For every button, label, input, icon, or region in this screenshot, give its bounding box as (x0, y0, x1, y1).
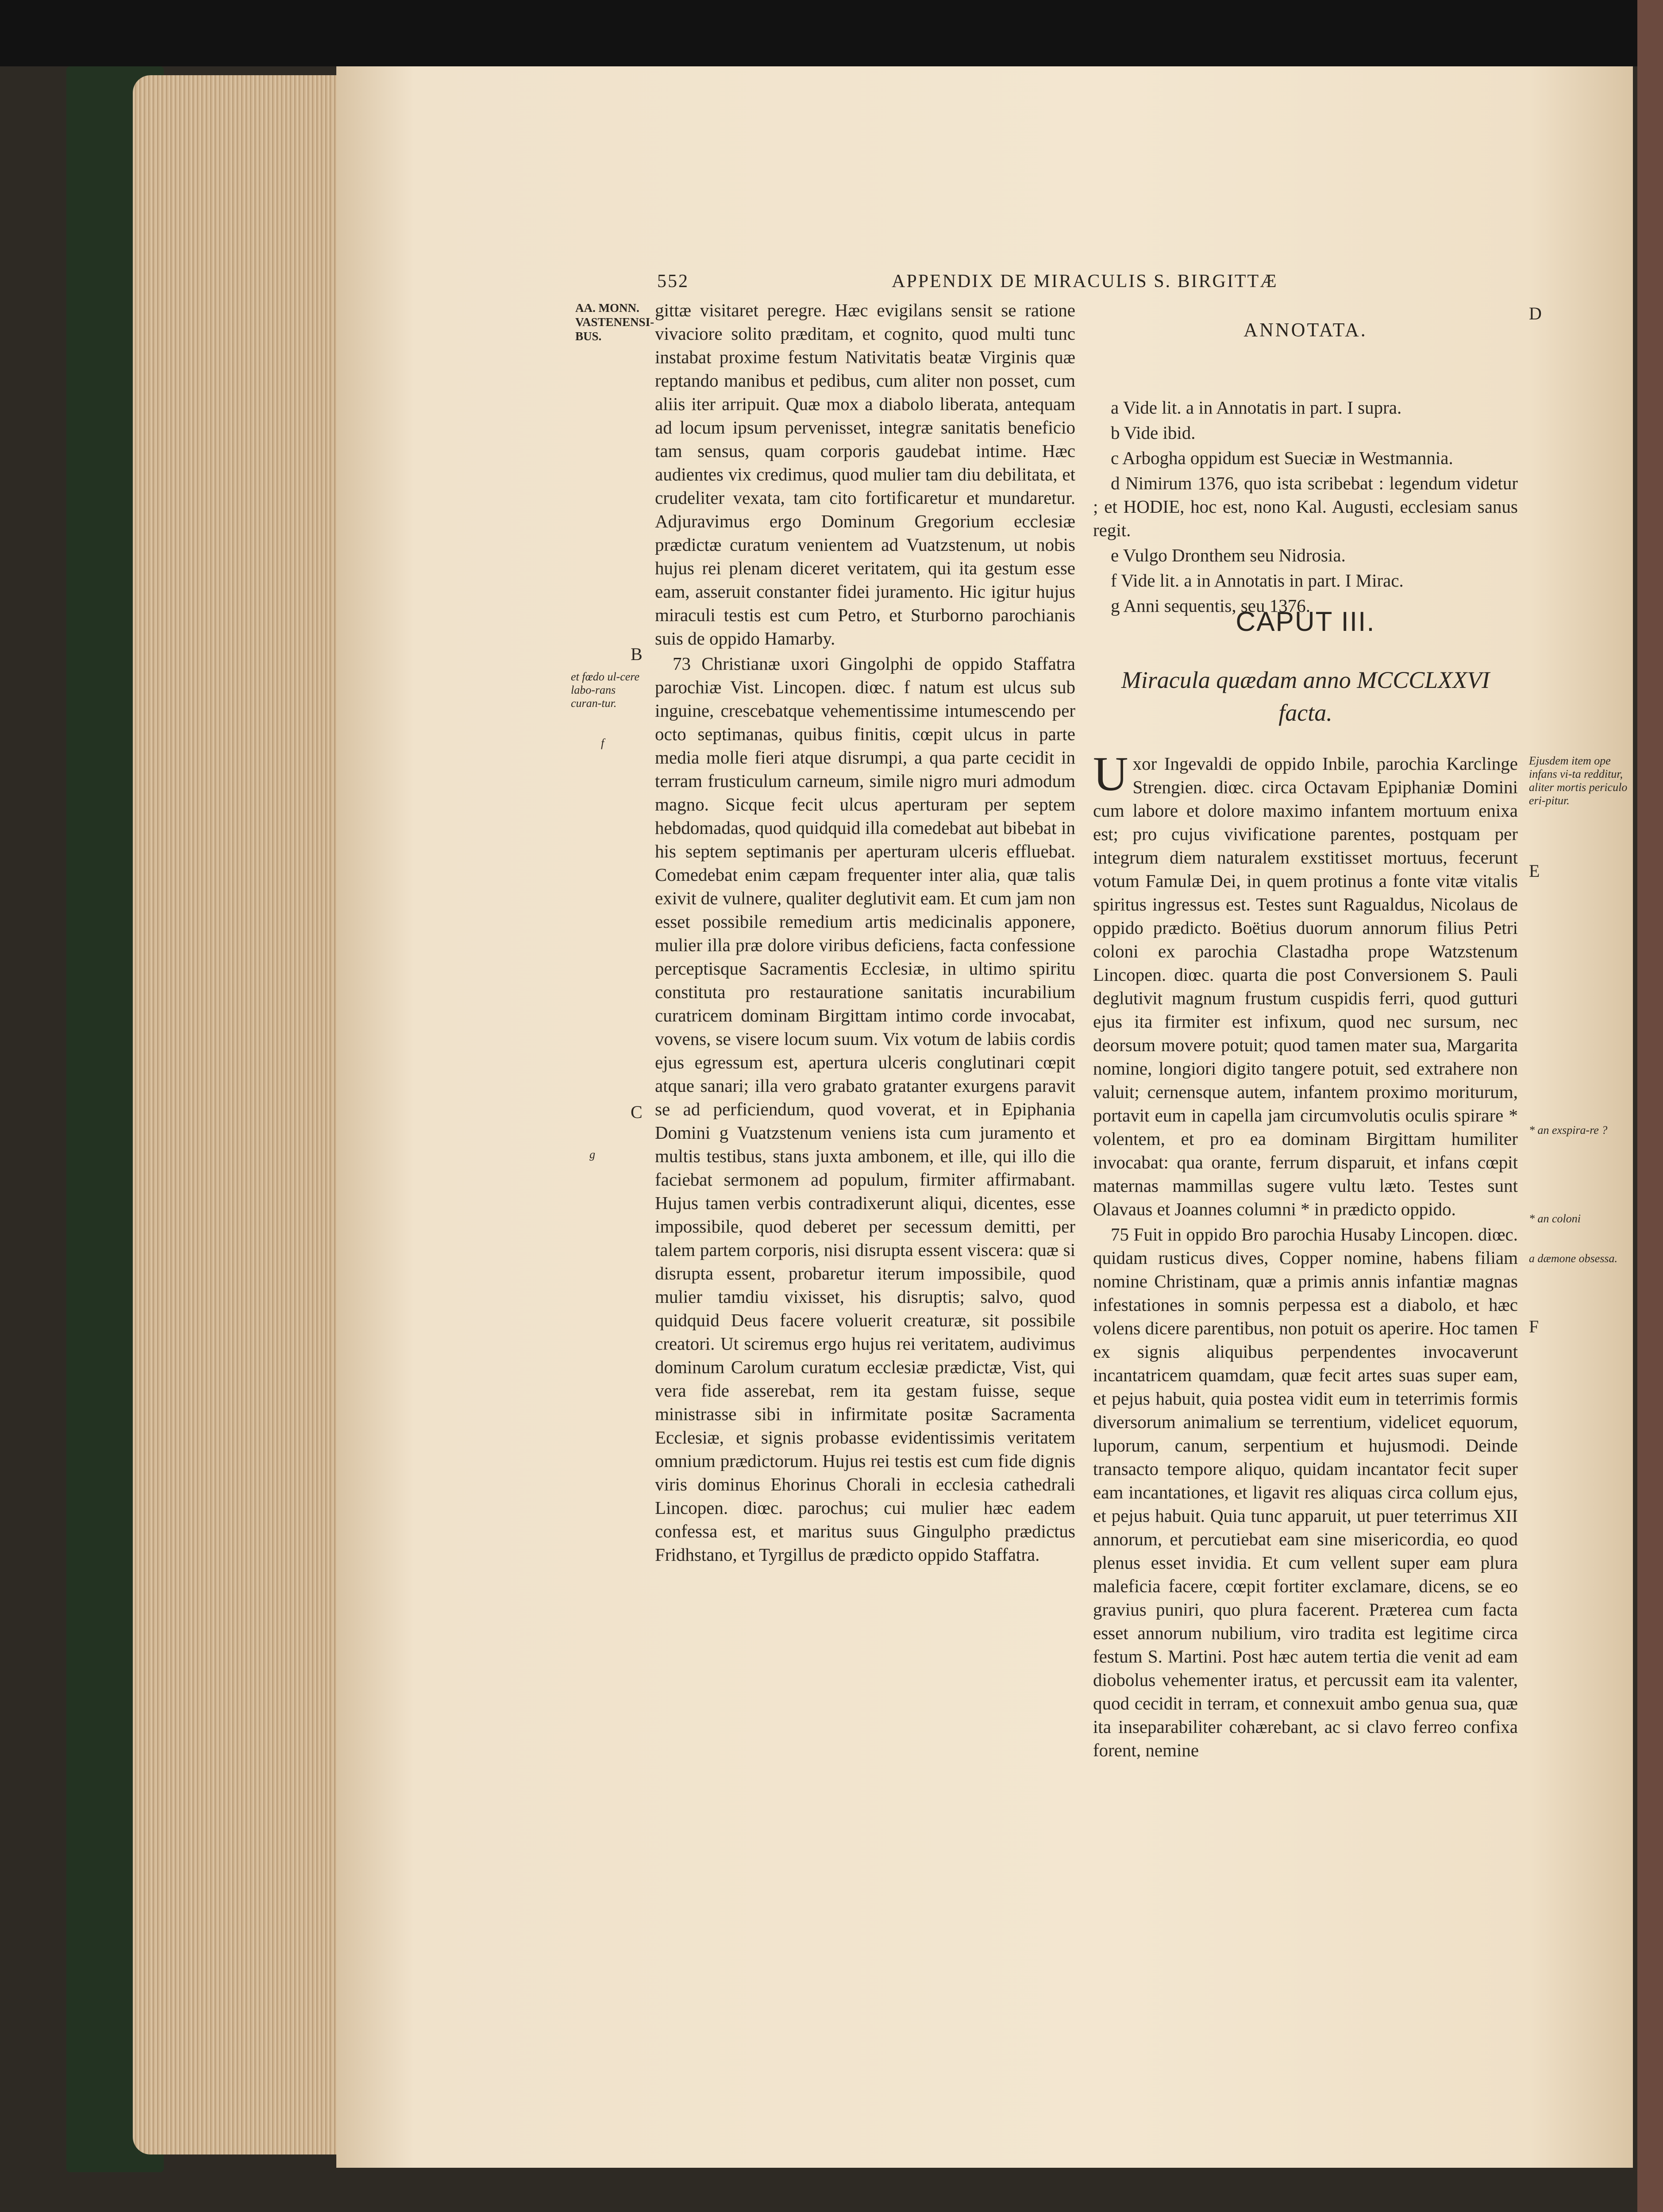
page-block-edges (133, 75, 363, 2154)
running-title: APPENDIX DE MIRACULIS S. BIRGITTÆ (892, 271, 1278, 292)
margin-letter-f: F (1529, 1317, 1539, 1336)
caput-subtitle: Miracula quædam anno MCCCLXXVI facta. (1121, 667, 1490, 726)
right-paragraph-1: xor Ingevaldi de oppido Inbile, parochia Karclinge Strengien. diœc. circa Octavam Epiphaniæ Domini cum labore et dolore maximo infantem mortuum enixa est; pro cujus vivificatione parentes, postquam per integrum diem naturalem exstitisset mortuus, fecerunt votum Famulæ Dei, in quem protinus a fonte vitæ vitalis spiritus ingressus est. Testes sunt Ragualdus, Nicolaus de oppido prædicto. Boëtius duorum annorum filius Petri coloni ex parochia Clastadha prope Watzstenum Lincopen. diœc. quarta die post Conversionem S. Pauli deglutivit magnum frustum cuspidis ferri, quod gutturi ejus ita firmiter est infixum, quod nec sursum, nec deorsum movere potuit; quod tamen mater sua, Margarita nomine, longiori digito tangere potuit, sed extrahere non valuit; cernensque autem, infantem proximo moriturum, portavit eum in capella jam circumvolutis oculis spirare * volentem, et pro ea dominam Birgittam humiliter invocabat: qua orante, ferrum disparuit, et infans cœpit maternas mammillas sugere vultu læto. Testes sunt Olavaus et Joannes columni * in prædicto oppido. (1093, 753, 1518, 1219)
margin-note-daemone: a dæmone obsessa. (1529, 1252, 1618, 1265)
annotata-title: ANNOTATA. (1243, 319, 1367, 341)
caput-heading: CAPUT III. (1236, 607, 1375, 637)
left-paragraph-73: 73 Christianæ uxori Gingolphi de oppido Staffatra parochiæ Vist. Lincopen. diœc. f natum est ulcus sub inguine, crescebatque vehementissime intumescendo per octo septimanas, quibus finitis, cœpit ulcus in parte media molle fieri atque disrumpi, a qua parte cecidit in terram frusticulum carneum, simile nigro muri admodum magno. Sicque fecit ulcus aperturam per septem hebdomadas, quod quidquid illa comedebat aut bibebat in his septem septimanis per aperturam ulceris effluebat. Comedebat enim cæpam frequenter inter alia, quæ talis exivit de vulnere, qualiter deglutivit eam. Et cum jam non esset possibile remedium artis medicinalis apponere, mulier illa præ dolore viribus deficiens, facta confessione perceptisque Sacramentis Ecclesiæ, in ultimo spiritu constituta pro restauratione sanitatis incurabilium curatricem dominam Birgittam intimo corde invocabat, vovens, se visere locum suum. Vix votum de labiis cordis ejus egressum est, apertura ulceris conglutinari cœpit atque sanari; illa vero grabato gratanter exurgens paravit se ad perficiendum, quod voverat, et in Epiphania Domini g Vuatzstenum veniens ista cum juramento et multis testibus, stans juxta ambonem, et ille, qui illo die faciebat sermonem ad populum, firmiter affirmabant. Hujus tamen verbis contradixerunt aliqui, dicentes, esse impossibile, quod deberet per secessum demitti, per talem partem corporis, nisi disrupta essent viscera: quæ si disrupta essent, probaretur iterum impossibile, quod mulier tamdiu vixisset, his disruptis; salvo, quod quidquid Deus facere voluerit creaturæ, sit possibile creatori. Ut sciremus ergo hujus rei veritatem, audivimus dominum Carolum curatum ecclesiæ prædictæ, Vist, qui vera fide asserebat, rem ita gestam fuisse, seque ministrasse sibi in infirmitate positæ Sacramenta Ecclesiæ, et signis probasse evidentissimis veritatem omnium prædictorum. Hujus rei testis est cum fide dignis viris dominus Ehorinus Chorali in ecclesia cathedrali Lincopen. diœc. parochus; cui mulier hæc eadem confessa est, et maritus suus Gingulpho prædictus Fridhstano, et Tyrgillus de prædicto oppido Staffatra. (655, 653, 1075, 1565)
left-column (655, 299, 1075, 1568)
right-column-body (1093, 747, 1518, 1764)
margin-note-exspirare: * an exspira-re ? (1529, 1124, 1608, 1137)
annotata-item-e: e Vulgo Dronthem seu Nidrosia. (1111, 545, 1346, 565)
margin-letter-c: C (631, 1102, 643, 1122)
margin-note-coloni: * an coloni (1529, 1212, 1581, 1225)
annotata-item-b: b Vide ibid. (1111, 422, 1196, 443)
margin-note-g: g (589, 1148, 595, 1161)
page-number: 552 (657, 271, 689, 292)
annotata-item-a: a Vide lit. a in Annotatis in part. I supra. (1111, 397, 1402, 418)
margin-letter-d: D (1529, 303, 1542, 323)
margin-letter-e: E (1529, 861, 1540, 881)
annotata-item-c: c Arbogha oppidum est Sueciæ in Westmannia. (1111, 448, 1453, 468)
annotata-item-g: g Anni sequentis, seu 1376. (1111, 595, 1310, 616)
right-paragraph-75: 75 Fuit in oppido Bro parochia Husaby Lincopen. diœc. quidam rusticus dives, Copper nomine, habens filiam nomine Christinam, quæ a primis annis infantiæ magnas infestationes in somnis perpessa est a diabolo, et hæc volens dicere parentibus, non potuit os aperire. Hoc tamen ex signis aliquibus perpendentes invocaverunt incantatricem quamdam, quæ fecit artes suas super eam, et pejus habuit, quia postea vidit eum in teterrimis formis diversorum animalium se terrentium, videlicet equorum, luporum, canum, serpentium et hujusmodi. Deinde transacto tempore aliquo, quidam incantator fecit super eam incantationes, et ligavit res aliquas circa collum ejus, et pejus habuit. Quia tunc apparuit, ut puer teterrimus XII annorum, et percutiebat eam sine misericordia, eo quod plenus esset invidia. Et cum vellent super eam plura maleficia facere, cœpit fortiter exclamare, dicens, se eo gravius puniri, quo plura facerent. Præterea cum facta esset annorum nubilium, viro tradita est legitime circa festum S. Martini. Post hæc autem tertia die venit ad eam diobolus vehementer iratus, et percussit eam ita valenter, quod cecidit in terram, et connexuit ambo genua sua, quæ ita inseparabiliter cohærebant, ac si clavo ferreo confixa forent, nemine (1093, 1224, 1518, 1760)
margin-letter-b: B (631, 644, 643, 664)
margin-note-infant: Ejusdem item ope infans vi-ta redditur, aliter mortis periculo eri-pitur. (1529, 754, 1628, 807)
margin-note-f: f (601, 737, 604, 749)
annotata-item-d: d Nimirum 1376, quo ista scribebat : legendum videtur ; et HODIE, hoc est, nono Kal. Augusti, ecclesiam sanus regit. (1093, 473, 1518, 540)
annotata-item-f: f Vide lit. a in Annotatis in part. I Mirac. (1111, 570, 1404, 591)
drop-cap: U (1093, 747, 1128, 801)
left-paragraph-1: gittæ visitaret peregre. Hæc evigilans sensit se ratione vivaciore solito præditam, et cognito, quod multi tunc instabat proxime festum Nativitatis beatæ Virginis quæ reptando manibus et pedibus, cum aliter non posset, cum aliis iter arripuit. Quæ mox a diabolo liberata, antequam ad locum ipsum pervenisset, integræ sanitatis beneficio tam sensus, quam corporis gaudebat intime. Hæc audientes vix credimus, quod mulier tam diu debilitata, et crudeliter vexata, tam cito fortificaretur et mundaretur. Adjuravimus ergo Dominum Gregorium ecclesiæ prædictæ curatum venientem ad Vuatzstenum, ut nobis hujus rei plenam diceret veritatem, qui ita gestum esse eam, asseruit constanter fidei juramento. Hic igitur hujus miraculi testis est cum Petro, et Sturborno parochianis suis de oppido Hamarby. (655, 300, 1075, 649)
margin-source: AA. MONN. VASTENENSI-BUS. (575, 301, 654, 343)
scanner-background-top (0, 0, 1663, 66)
binding-right (1637, 0, 1663, 2212)
margin-note-ulcer: et fœdo ul-cere labo-rans curan-tur. (571, 670, 639, 710)
annotata-list (1093, 396, 1518, 619)
